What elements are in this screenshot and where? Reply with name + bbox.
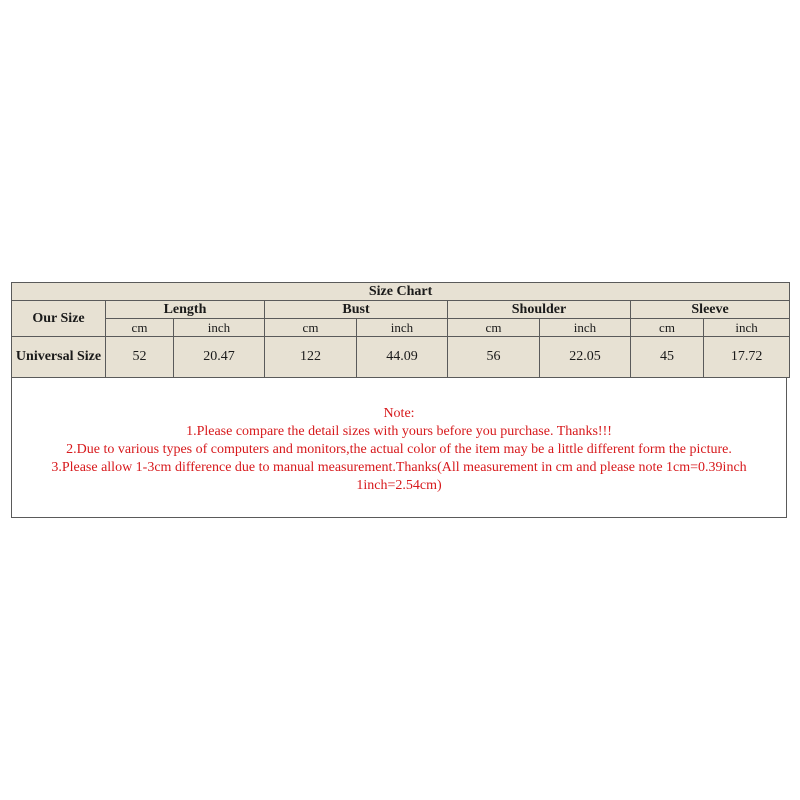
- size-chart-table: [11, 282, 790, 378]
- note-box: [11, 377, 787, 518]
- unit-header: inch: [540, 319, 631, 337]
- group-header-sleeve: Sleeve: [631, 301, 790, 319]
- group-header-shoulder: Shoulder: [448, 301, 631, 319]
- our-size-header: Our Size: [12, 301, 106, 337]
- table-cell: 17.72: [704, 337, 790, 378]
- row-label: Universal Size: [12, 337, 106, 378]
- table-cell: 45: [631, 337, 704, 378]
- unit-header: inch: [704, 319, 790, 337]
- group-header-bust: Bust: [265, 301, 448, 319]
- table-cell: 20.47: [174, 337, 265, 378]
- unit-header: inch: [357, 319, 448, 337]
- group-header-length: Length: [106, 301, 265, 319]
- table-row: [12, 337, 790, 378]
- table-cell: 122: [265, 337, 357, 378]
- unit-header: cm: [106, 319, 174, 337]
- note-line: 2.Due to various types of computers and monitors,the actual color of the item may be a little different form the picture.: [66, 442, 732, 457]
- unit-header: cm: [265, 319, 357, 337]
- table-cell: 44.09: [357, 337, 448, 378]
- unit-header: cm: [631, 319, 704, 337]
- size-chart: [11, 282, 789, 378]
- note-heading: Note:: [383, 406, 415, 421]
- unit-header: inch: [174, 319, 265, 337]
- size-chart-title: Size Chart: [12, 283, 790, 301]
- note-line: 1.Please compare the detail sizes with yours before you purchase. Thanks!!!: [186, 424, 612, 439]
- table-cell: 22.05: [540, 337, 631, 378]
- table-cell: 52: [106, 337, 174, 378]
- table-cell: 56: [448, 337, 540, 378]
- note-line: 3.Please allow 1-3cm difference due to manual measurement.Thanks(All measurement in cm and please note 1cm=0.39inch: [51, 460, 747, 475]
- note-line: 1inch=2.54cm): [356, 478, 442, 493]
- unit-header: cm: [448, 319, 540, 337]
